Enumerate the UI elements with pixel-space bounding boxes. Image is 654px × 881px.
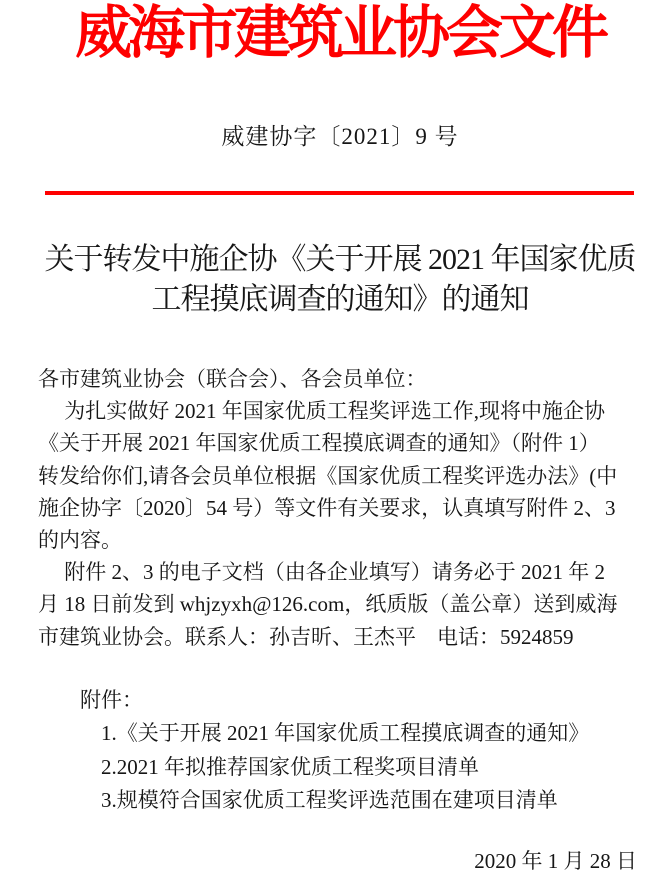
attachments-section <box>38 684 648 818</box>
body-line: 各市建筑业协会（联合会）、各会员单位： <box>38 367 427 391</box>
red-divider-line <box>45 191 634 195</box>
document-number: 威建协字〔2021〕9 号 <box>221 124 459 149</box>
attachment-item: 3.规模符合国家优质工程奖评选范围在建项目清单 <box>38 788 558 813</box>
notice-title <box>26 240 654 320</box>
notice-title-line-2: 工程摸底调查的通知》的通知 <box>151 283 529 316</box>
attachment-item: 2.2021 年拟推荐国家优质工程奖项目清单 <box>38 754 479 779</box>
attachments-label: 附件： <box>38 688 143 712</box>
body-line: 转发给你们,请各会员单位根据《国家优质工程奖评选办法》(中 <box>38 463 618 488</box>
notice-body <box>38 363 648 653</box>
document-date: 2020 年 1 月 28 日 <box>474 849 637 873</box>
notice-title-line-1: 关于转发中施企协《关于开展 2021 年国家优质 <box>44 243 636 276</box>
body-line: 市建筑业协会。联系人：孙吉昕、王杰平 电话：5924859 <box>38 624 574 649</box>
body-line: 《关于开展 2021 年国家优质工程摸底调查的通知》（附件 1） <box>38 431 600 456</box>
body-line: 月 18 日前发到 whjzyxh@126.com，纸质版（盖公章）送到威海 <box>38 592 618 617</box>
attachment-item: 1.《关于开展 2021 年国家优质工程摸底调查的通知》 <box>38 721 590 746</box>
red-letterhead-title: 威海市建筑业协会文件 <box>75 2 605 65</box>
body-line: 的内容。 <box>38 528 122 553</box>
body-line: 附件 2、3 的电子文档（由各企业填写）请务必于 2021 年 2 <box>38 560 605 585</box>
body-line: 为扎实做好 2021 年国家优质工程奖评选工作,现将中施企协 <box>38 399 605 424</box>
body-line: 施企协字〔2020〕54 号）等文件有关要求，认真填写附件 2、3 <box>38 495 616 520</box>
